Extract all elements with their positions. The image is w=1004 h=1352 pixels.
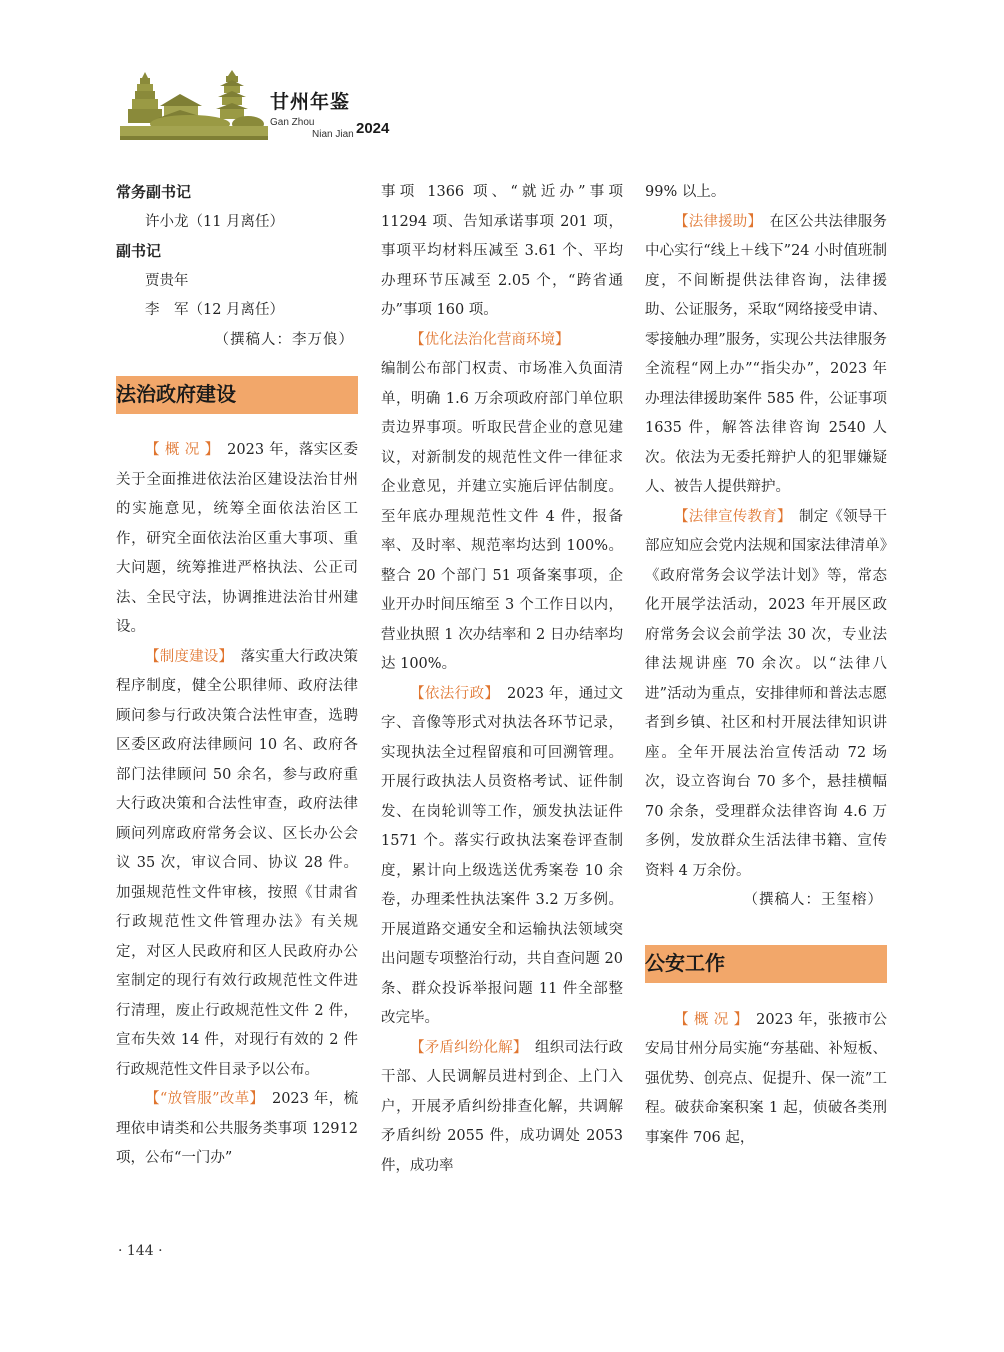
role-heading: 副书记 (116, 243, 162, 260)
paragraph-keyword: 【优化法治化营商环境】 (410, 331, 570, 348)
paragraph-text: 落实重大行政决策程序制度，健全公职律师、政府法律顾问参与行政决策合法性审查，选聘区委区政府法律顾问 10 名、政府各部门法律顾问 50 余名，参与政府重大行政决策和合法性审查，政府法律顾问列席政府常务会议、区长办公会议 35 次，审议合同、协议 28 件。加强规范性文件审核，按照《甘肃省行政规范性文件管理办法》有关规定，对区人民政府和区人民政府办公室制定的现行有效行政规范性文件进行清理，废止行政规范性文件 2 件，宣布失效 14 件，对现行有效的 2 件行政规范性文件目录予以公布。 (116, 648, 359, 1078)
paragraph (645, 178, 887, 208)
paragraph-text: 事项 1366 项、“就近办”事项 11294 项、告知承诺事项 201 项，事项平均材料压减至 3.61 个、平均办理环节压减至 2.05 个，“跨省通办”事项 160 项。 (381, 184, 623, 318)
person-name: 许小龙（11 月离任） (145, 213, 285, 230)
person-name: 李 军（12 月离任） (145, 302, 285, 318)
paragraph-keyword: 【 概 况 】 (674, 1011, 742, 1028)
paragraph (381, 1034, 623, 1182)
paragraph (116, 1085, 358, 1174)
paragraph (645, 208, 887, 503)
paragraph-text: 制定《领导干部应知应会党内法规和国家法律清单》《政府常务会议学法计划》等，常态化开展学法活动，2023 年开展区政府常务会议会前学法 30 次，专业法律法规讲座 70 余次。以“法律八进”活动为重点，安排律师和普法志愿者到乡镇、社区和村开展法律知识讲座。全年开展法治宣传活动 72 场次，设立咨询台 70 多个，悬挂横幅 70 余条，受理群众法律咨询 4.6 万多例，发放群众生活法律书籍、宣传资料 4 万余份。 (645, 508, 888, 879)
paragraph (381, 680, 623, 1034)
paragraph-text: 2023 年，通过文字、音像等形式对执法各环节记录，实现执法全过程留痕和可回溯管理。开展行政执法人员资格考试、证件制发、在岗轮训等工作，颁发执法证件 1571 个。落实行政执法案卷评查制度，累计向上级选送优秀案卷 10 余卷，办理柔性执法案件 3.2 万多例。开展道路交通安全和运输执法领域突出问题专项整治行动，共自查问题 20 条、群众投诉举报问题 11 件全部整改完毕。 (381, 685, 624, 1026)
middle-column (381, 178, 623, 1181)
right-column (645, 178, 887, 1153)
landmark-emblem-icon (120, 70, 270, 142)
page-number: · 144 · (118, 1243, 163, 1259)
section-title: 公安工作 (645, 945, 887, 983)
paragraph (116, 643, 358, 1086)
paragraph-text: 编制公布部门权责、市场准入负面清单，明确 1.6 万余项政府部门单位职责边界事项。听取民营企业的意见建议，对新制发的规范性文件一律征求企业意见，并建立实施后评估制度。至年底办理规范性文件 4 件，报备率、及时率、规范率均达到 100%。整合 20 个部门 51 项备案事项，企业开办时间压缩至 3 个工作日以内，营业执照 1 次办结率和 2 日办结率均达 100%。 (381, 361, 623, 672)
paragraph-keyword: 【依法行政】 (410, 685, 493, 702)
author-credit: （撰稿人：王玺榕） (743, 892, 883, 908)
running-header (120, 70, 420, 145)
left-column (116, 178, 358, 1174)
brand-romanization-2: Nian Jian (312, 129, 354, 140)
brand-title: 甘州年鉴 (270, 91, 351, 113)
paragraph-text: 2023 年，落实区委关于全面推进依法治区建设法治甘州的实施意见，统筹全面依法治区工作，研究全面依法治区重大事项、重大问题，统筹推进严格执法、公正司法、全民守法，协调推进法治甘州建设。 (116, 442, 358, 635)
paragraph-text: 2023 年，梳理依申请类和公共服务类事项 12912 项，公布“一门办” (116, 1091, 359, 1166)
paragraph (645, 1006, 887, 1154)
brand-romanization-1: Gan Zhou (270, 117, 315, 128)
paragraph (645, 503, 887, 887)
paragraph-keyword: 【法律援助】 (674, 213, 755, 230)
brand-year: 2024 (356, 120, 390, 137)
paragraph-text: 99% 以上。 (645, 184, 726, 200)
paragraph-text: 在区公共法律服务中心实行“线上＋线下”24 小时值班制度，不间断提供法律咨询，法律援助、公证服务，采取“网络接受申请、零接触办理”服务，实现公共法律服务全流程“网上办”“指尖办”，2023 年办理法律援助案件 585 件，公证事项 1635 件，解答法律咨询 2540 人次。依法为无委托辩护人的犯罪嫌疑人、被告人提供辩护。 (645, 213, 888, 495)
paragraph (116, 436, 358, 643)
role-heading: 常务副书记 (116, 184, 192, 201)
paragraph (381, 326, 623, 680)
section-title: 法治政府建设 (116, 376, 358, 414)
paragraph-text: 组织司法行政干部、人民调解员进村到企、上门入户，开展矛盾纠纷排查化解，共调解矛盾纠纷 2055 件，成功调处 2053 件，成功率 (381, 1039, 624, 1174)
author-credit: （撰稿人：李万俍） (214, 331, 354, 348)
paragraph-keyword: 【 概 况 】 (145, 442, 213, 458)
person-name: 贾贵年 (145, 272, 189, 289)
paragraph (381, 178, 623, 326)
paragraph-keyword: 【法律宣传教育】 (674, 508, 785, 525)
paragraph-keyword: 【“放管服”改革】 (145, 1091, 258, 1107)
paragraph-keyword: 【矛盾纠纷化解】 (410, 1039, 521, 1056)
paragraph-text: 2023 年，张掖市公安局甘州分局实施“夯基础、补短板、强优势、创亮点、促提升、保一流”工程。破获命案积案 1 起，侦破各类刑事案件 706 起， (645, 1011, 887, 1146)
paragraph-keyword: 【制度建设】 (145, 648, 226, 665)
